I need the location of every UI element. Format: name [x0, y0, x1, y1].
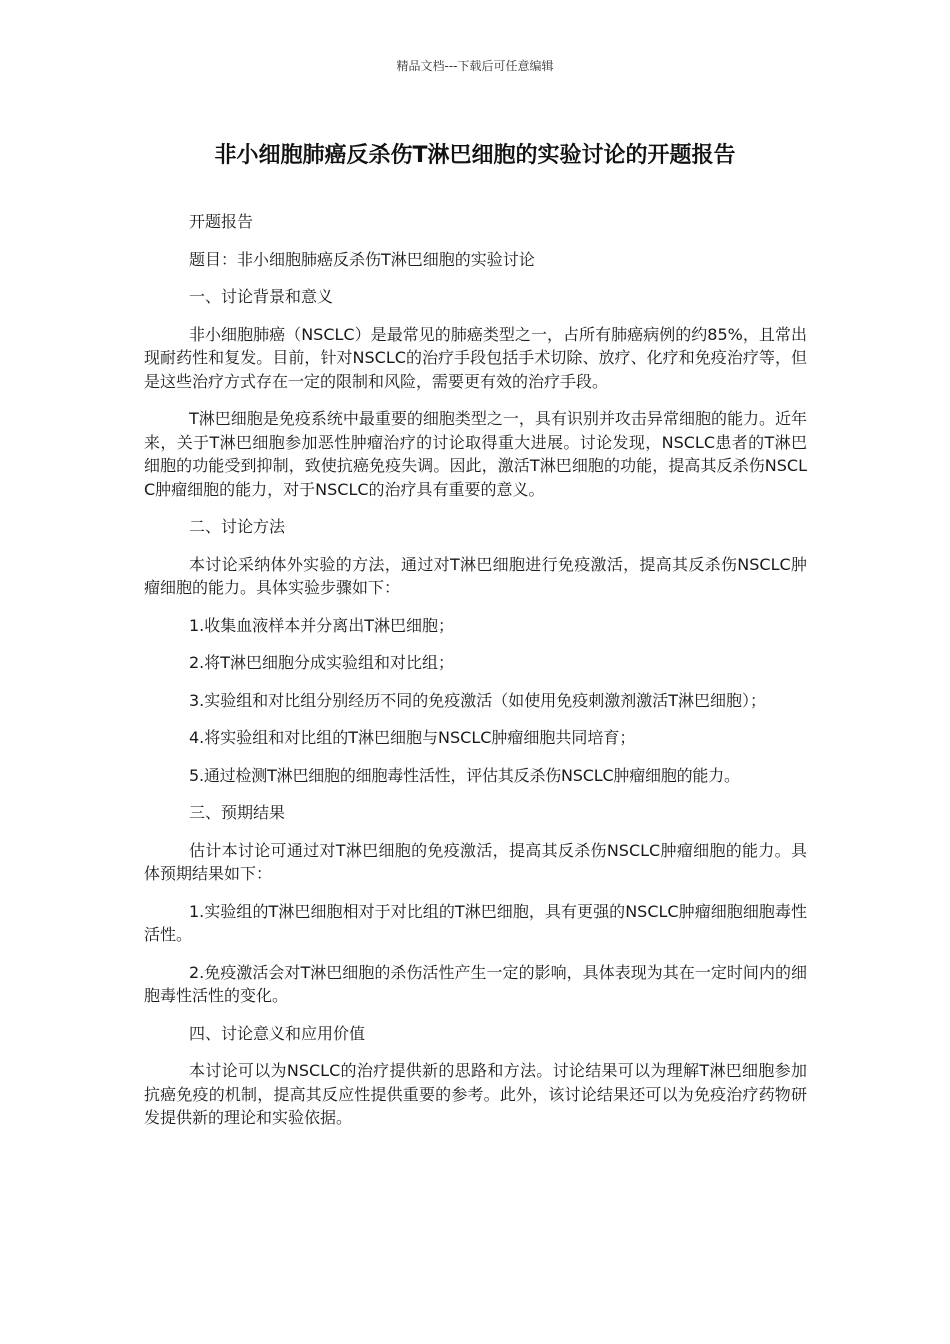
- paragraph-results-intro: 估计本讨论可通过对T淋巴细胞的免疫激活，提高其反杀伤NSCLC肿瘤细胞的能力。具体预期结果如下：: [144, 840, 807, 883]
- section-heading-background: 一、讨论背景和意义: [189, 287, 334, 306]
- section-heading-expected-results: 三、预期结果: [189, 803, 286, 822]
- list-item-step-5: 5.通过检测T淋巴细胞的细胞毒性活性，评估其反杀伤NSCLC肿瘤细胞的能力。: [189, 765, 740, 785]
- document-title: 非小细胞肺癌反杀伤T淋巴细胞的实验讨论的开题报告: [214, 143, 736, 168]
- section-heading-significance: 四、讨论意义和应用价值: [189, 1023, 366, 1043]
- list-item-result-2: 2.免疫激活会对T淋巴细胞的杀伤活性产生一定的影响，具体表现为其在一定时间内的细胞毒性活性的变化。: [144, 962, 807, 1005]
- list-item-step-4: 4.将实验组和对比组的T淋巴细胞与NSCLC肿瘤细胞共同培育；: [189, 728, 636, 747]
- list-item-result-1: 1.实验组的T淋巴细胞相对于对比组的T淋巴细胞，具有更强的NSCLC肿瘤细胞细胞毒性活性。: [144, 901, 807, 944]
- paragraph-heading-label: 开题报告: [189, 212, 254, 231]
- list-item-step-3: 3.实验组和对比组分别经历不同的免疫激活（如使用免疫刺激剂激活T淋巴细胞）；: [189, 690, 767, 710]
- paragraph-significance: 本讨论可以为NSCLC的治疗提供新的思路和方法。讨论结果可以为理解T淋巴细胞参加抗癌免疫的机制，提高其反应性提供重要的参考。此外，该讨论结果还可以为免疫治疗药物研发提供新的理论和实验依据。: [144, 1061, 807, 1127]
- paragraph-background-1: 非小细胞肺癌（NSCLC）是最常见的肺癌类型之一，占所有肺癌病例的约85%，且常出现耐药性和复发。目前，针对NSCLC的治疗手段包括手术切除、放疗、化疗和免疫治疗等，但是这些治疗方式存在一定的限制和风险，需要更有效的治疗手段。: [144, 324, 807, 391]
- section-heading-methods: 二、讨论方法: [189, 517, 286, 536]
- document-body: [144, 210, 807, 1130]
- paragraph-methods-intro: 本讨论采纳体外实验的方法，通过对T淋巴细胞进行免疫激活，提高其反杀伤NSCLC肿瘤细胞的能力。具体实验步骤如下：: [144, 554, 807, 597]
- header-note: 精品文档---下载后可任意编辑: [396, 59, 554, 73]
- list-item-step-2: 2.将T淋巴细胞分成实验组和对比组；: [189, 653, 455, 672]
- paragraph-background-2: T淋巴细胞是免疫系统中最重要的细胞类型之一，具有识别并攻击异常细胞的能力。近年来，关于T淋巴细胞参加恶性肿瘤治疗的讨论取得重大进展。讨论发现，NSCLC患者的T淋巴细胞的功能受到抑制，致使抗癌免疫失调。因此，激活T淋巴细胞的功能，提高其反杀伤NSCLC肿瘤细胞的能力，对于NSCLC的治疗具有重要的意义。: [144, 409, 807, 499]
- list-item-step-1: 1.收集血液样本并分离出T淋巴细胞；: [189, 615, 455, 635]
- paragraph-topic: 题目：非小细胞肺癌反杀伤T淋巴细胞的实验讨论: [189, 249, 535, 269]
